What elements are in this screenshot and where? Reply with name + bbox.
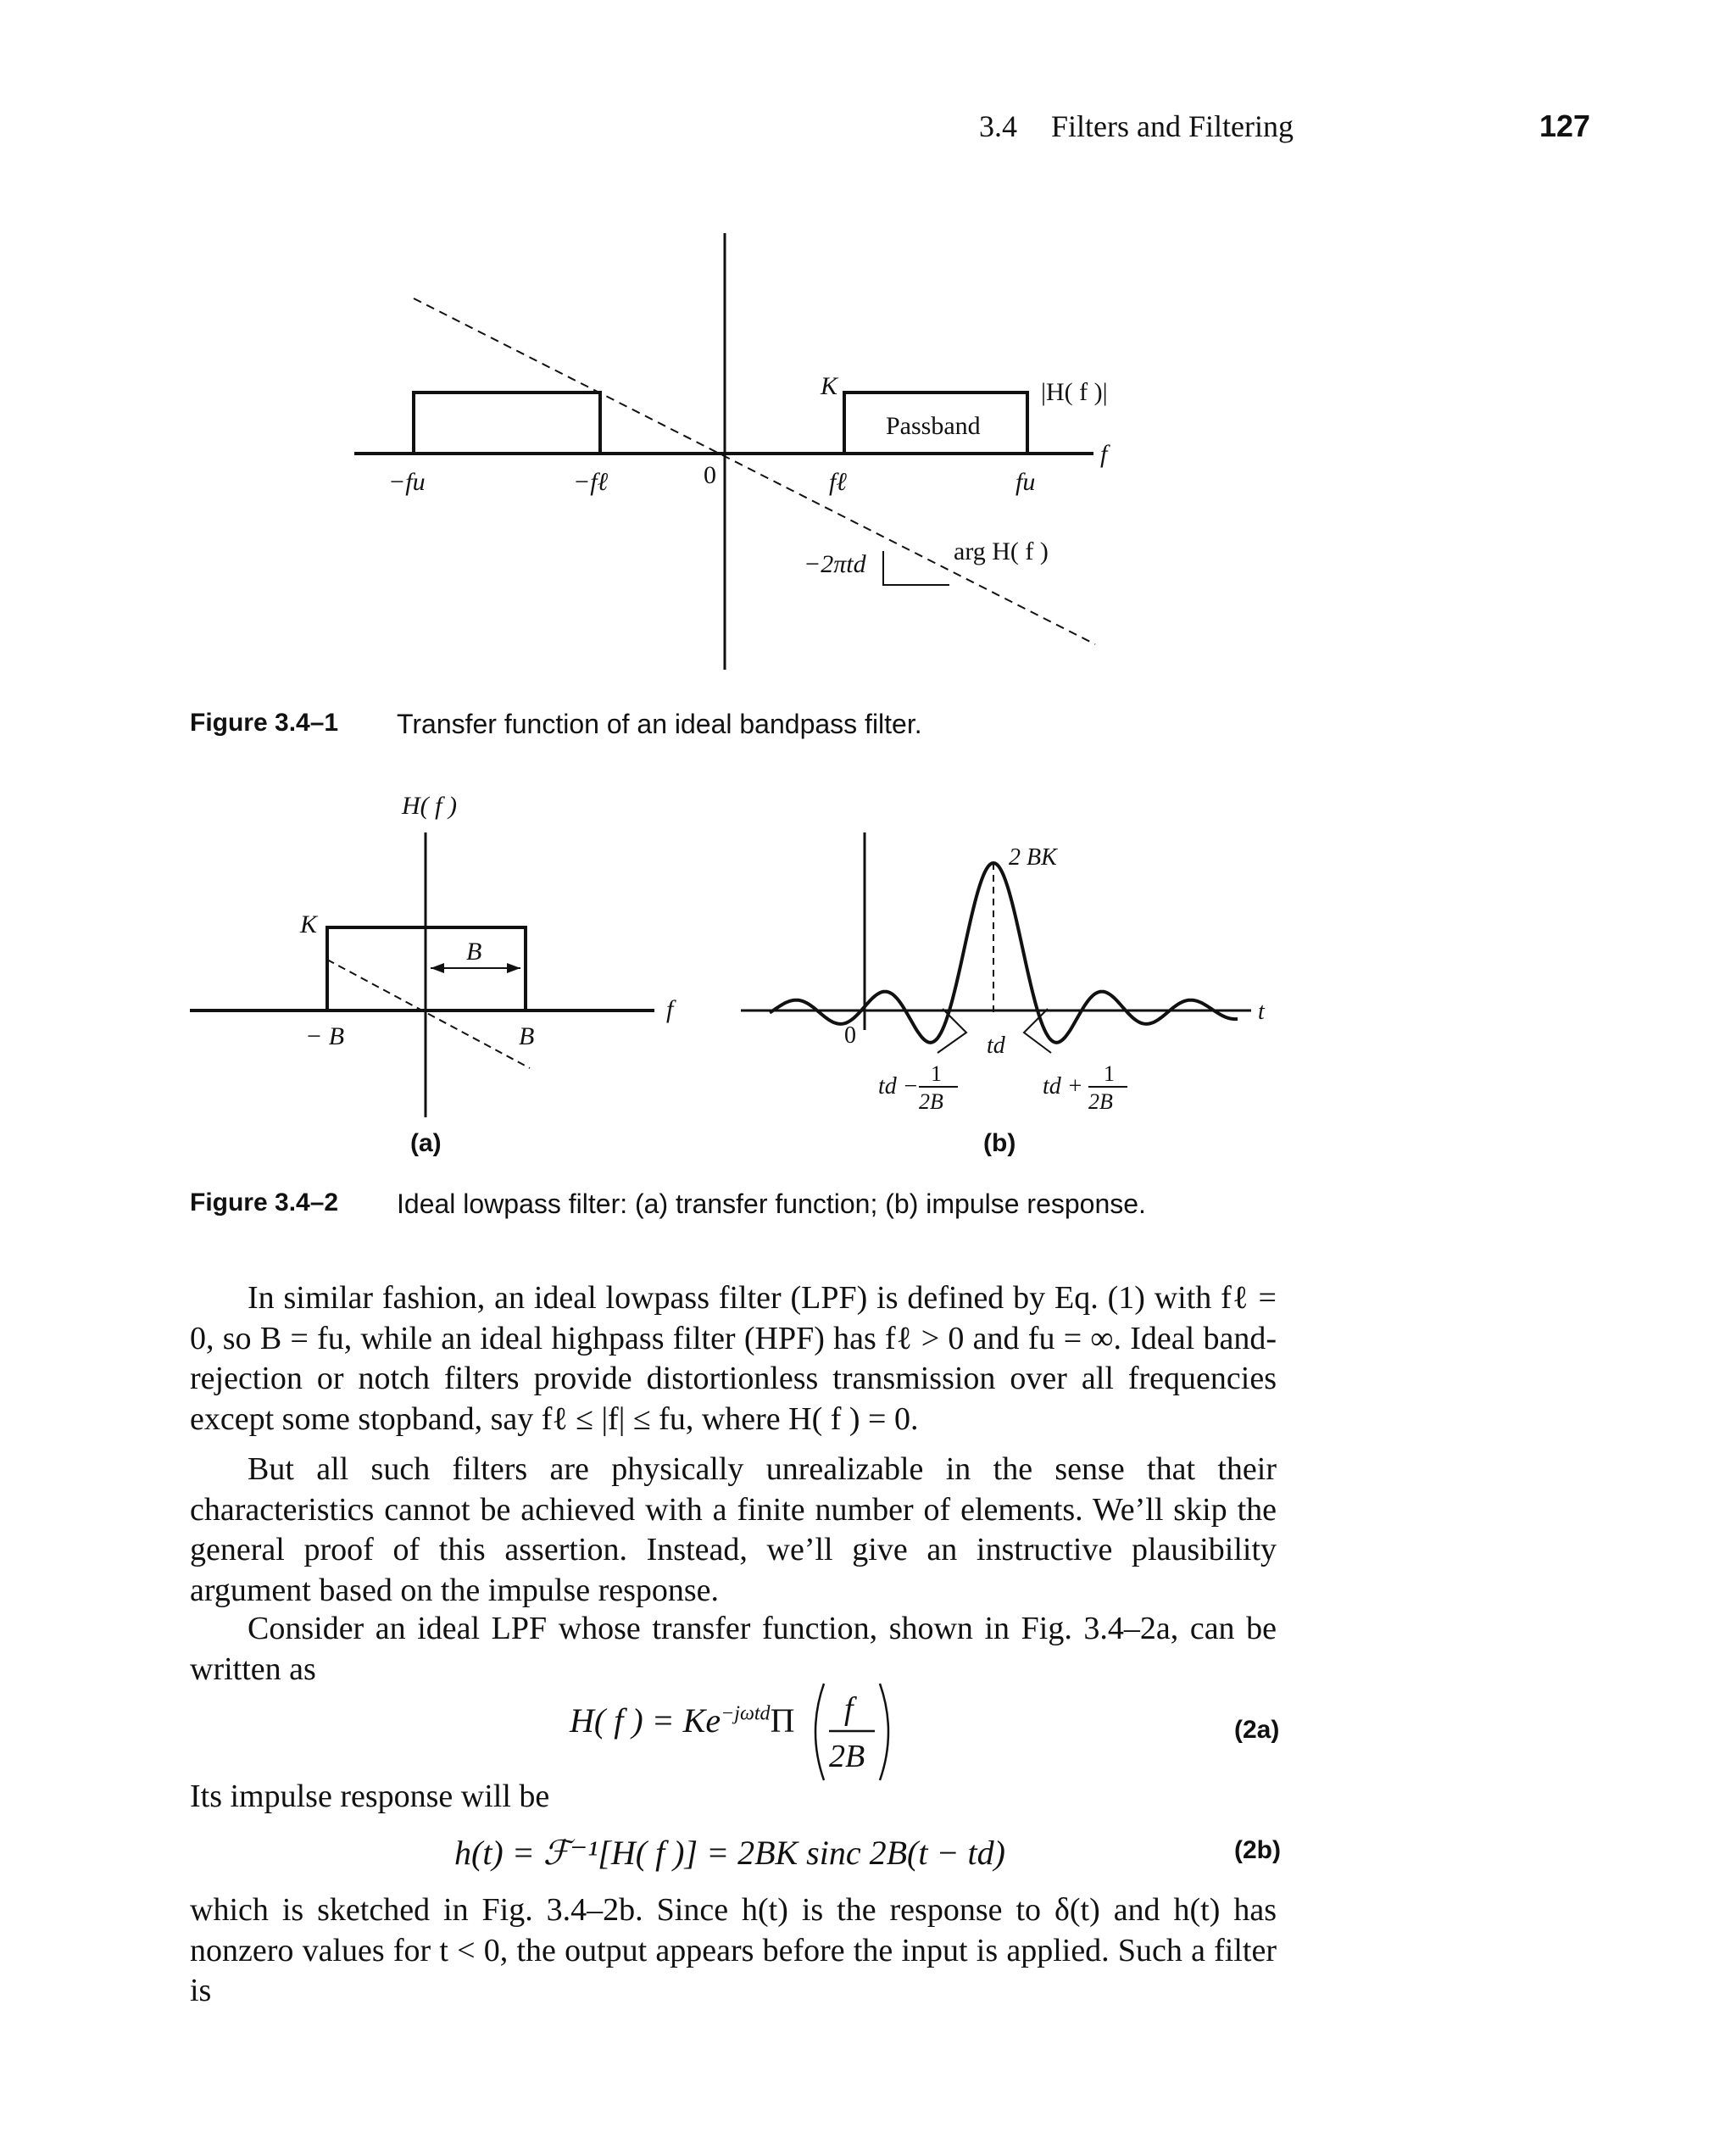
b-label-peak: 2 BK [1009,844,1057,871]
paragraph-3: Consider an ideal LPF whose transfer function, shown in Fig. 3.4–2a, can be written as [190,1611,1277,1687]
a-label-f: f [666,995,674,1023]
b-label-td-minus: td − [878,1073,919,1100]
b-frac2-num: 1 [1104,1061,1115,1086]
label-magnitude: |H( f )| [1041,378,1108,406]
body-paragraph-3 [190,1609,1277,1690]
a-label-B-axis: B [519,1022,535,1050]
paragraph-4: Its impulse response will be [190,1779,550,1814]
label-neg-fl: −fℓ [573,468,609,496]
a-label-H: H( f ) [402,792,457,820]
section-number: 3.4 [979,109,1017,143]
eq2a-numerator: f [844,1691,854,1727]
body-paragraph-5 [190,1890,1277,2012]
a-sub-label: (a) [410,1129,442,1157]
a-label-K: K [300,910,318,938]
a-phase-line [327,960,530,1068]
figure-lowpass-diagram [0,763,1736,1204]
body-paragraph-4 [190,1777,1277,1818]
b-label-zero: 0 [844,1022,856,1049]
paragraph-2: But all such filters are physically unrealizable in the sense that their characteristics cannot be achieved with a finite number of elements. We’ll skip the general proof of this assertion. Instead, we’ll give an instructive plausibility argument based on the impulse response. [190,1451,1277,1608]
b-frac1-num: 1 [931,1061,942,1086]
label-K: K [821,372,838,400]
eq2a-fraction [805,1677,899,1787]
a-label-B: B [466,938,482,966]
paragraph-1: In similar fashion, an ideal lowpass filter (LPF) is defined by Eq. (1) with fℓ = 0, so B = fu, while an ideal highpass filter (HPF) has fℓ > 0 and fu = ∞. Ideal band-rejection or notch filters provide distortionless transmission over all frequencies except some stopband, say fℓ ≤ |f| ≤ fu, where H( f ) = 0. [190,1280,1277,1437]
label-fu: fu [1015,468,1036,496]
label-fl: fℓ [829,468,847,496]
b-label-t: t [1258,999,1265,1025]
phase-line [414,298,1095,644]
equation-2b-number: (2b) [1234,1836,1281,1864]
figure-2-caption: Ideal lowpass filter: (a) transfer function; (b) impulse response. [397,1189,1146,1219]
figure-1-caption: Transfer function of an ideal bandpass filter. [397,709,922,739]
eq2a-exponent: −jωtd [721,1702,771,1725]
figure-1-label: Figure 3.4–1 [190,709,339,737]
slope-triangle [883,551,949,585]
label-passband: Passband [886,412,981,440]
b-label-td: td [987,1033,1005,1059]
eq2a-denominator: 2B [829,1739,865,1774]
label-f: f [1100,440,1108,468]
body-paragraph-2 [190,1450,1277,1611]
equation-2b: h(t) = ℱ⁻¹[H( f )] = 2BK sinc 2B(t − td) [454,1834,1005,1872]
equation-2a [570,1701,794,1740]
figure-bandpass-diagram [0,0,1736,695]
page-number: 127 [1539,109,1591,143]
label-zero: 0 [704,461,716,489]
a-label-neg-B: − B [305,1022,345,1050]
label-slope: −2πtd [804,550,866,578]
label-neg-fu: −fu [388,468,426,496]
b-sub-label: (b) [983,1129,1016,1157]
paragraph-5: which is sketched in Fig. 3.4–2b. Since h(t) is the response to δ(t) and h(t) has nonzero values for t < 0, the output appears before the input is applied. Such a filter is [190,1892,1277,2008]
body-paragraph-1 [190,1278,1277,1439]
b-sinc-curve [770,863,1238,1043]
negative-passband [414,392,600,454]
label-phase: arg H( f ) [954,537,1049,565]
section-title: Filters and Filtering [1051,109,1294,143]
b-frac2-den: 2B [1088,1089,1113,1114]
eq2a-lhs: H( f ) = Ke [570,1701,721,1740]
b-label-td-plus: td + [1043,1073,1083,1100]
equation-2a-number: (2a) [1234,1716,1280,1744]
b-frac1-den: 2B [919,1089,943,1114]
eq2a-pi: Π [770,1701,795,1740]
figure-2-label: Figure 3.4–2 [190,1189,339,1216]
